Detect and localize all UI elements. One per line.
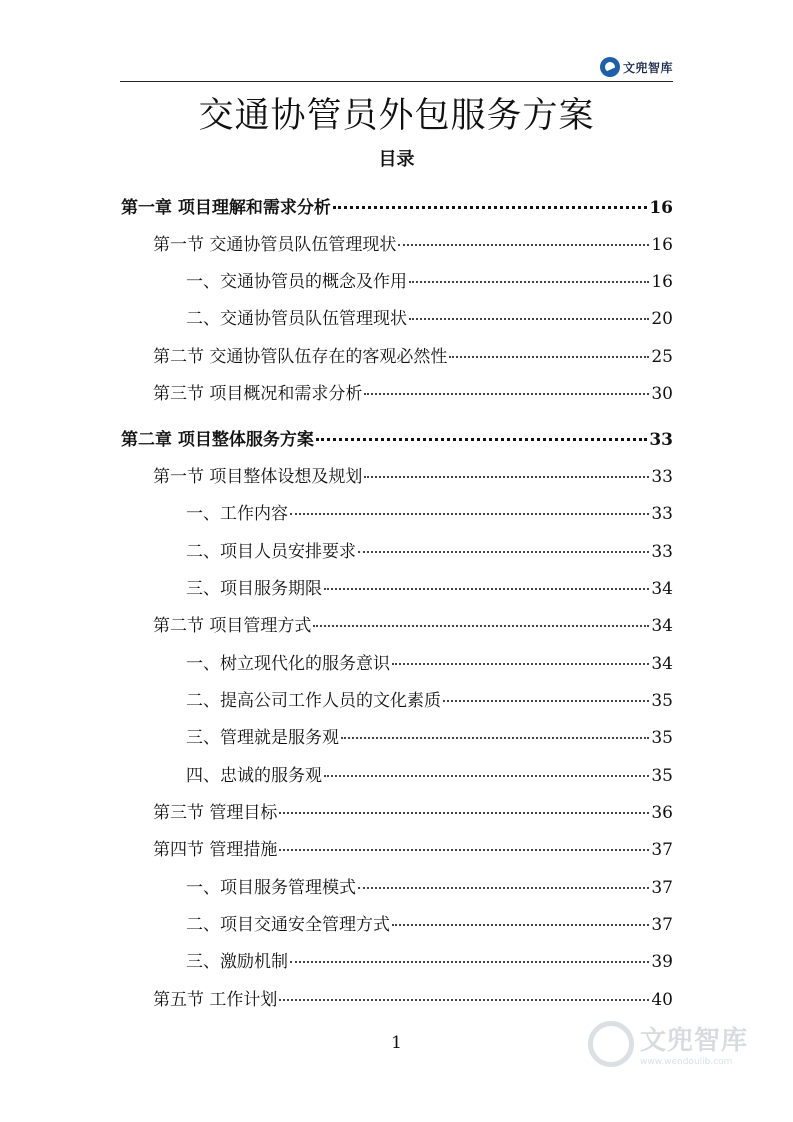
toc-entry[interactable] <box>153 798 673 823</box>
toc-entry[interactable] <box>153 379 673 404</box>
toc-entry-page: 37 <box>651 915 673 935</box>
toc-leader-dots <box>313 625 649 627</box>
watermark-url: www.wendoulib.com <box>640 1057 733 1067</box>
toc-leader-dots <box>279 999 649 1001</box>
toc-entry-label: 第一章 项目理解和需求分析 <box>121 198 331 218</box>
toc-entry-label: 第五节 工作计划 <box>153 990 278 1010</box>
toc-entry-page: 30 <box>651 384 673 404</box>
watermark-logo-icon <box>588 1021 634 1067</box>
toc-leader-dots <box>398 244 649 246</box>
toc-entry-label: 二、交通协管员队伍管理现状 <box>186 309 407 329</box>
toc-entry-page: 25 <box>651 347 673 367</box>
toc-entry-label: 第一节 项目整体设想及规划 <box>153 467 363 487</box>
toc-entry-label: 二、提高公司工作人员的文化素质 <box>186 691 441 711</box>
toc-entry[interactable] <box>153 230 673 255</box>
toc-leader-dots <box>290 961 649 963</box>
toc-entry[interactable] <box>186 649 673 674</box>
toc-entry-label: 三、项目服务期限 <box>186 579 322 599</box>
toc-entry[interactable] <box>153 835 673 860</box>
toc-leader-dots <box>364 393 649 395</box>
toc-entry-label: 二、项目交通安全管理方式 <box>186 915 390 935</box>
toc-entry[interactable] <box>153 462 673 487</box>
toc-entry-label: 第二章 项目整体服务方案 <box>121 430 314 450</box>
toc-entry-page: 37 <box>651 840 673 860</box>
toc-entry-page: 37 <box>651 878 673 898</box>
toc-entry-page: 34 <box>651 579 673 599</box>
toc-entry-page: 16 <box>651 272 673 292</box>
toc-entry[interactable] <box>121 425 673 450</box>
toc-entry-label: 第二节 交通协管队伍存在的客观必然性 <box>153 347 448 367</box>
watermark <box>588 1020 748 1067</box>
page-number: 1 <box>391 1033 402 1053</box>
watermark-text: 文兜智库 <box>640 1026 749 1056</box>
toc-entry[interactable] <box>186 947 673 972</box>
logo-text: 文兜智库 <box>623 60 674 75</box>
toc-entry-label: 第四节 管理措施 <box>153 840 278 860</box>
toc-entry-page: 16 <box>651 235 673 255</box>
logo-icon <box>600 57 620 77</box>
toc-entry[interactable] <box>121 193 673 218</box>
toc-leader-dots <box>279 812 649 814</box>
toc-entry[interactable] <box>186 574 673 599</box>
toc-entry-page: 34 <box>651 654 673 674</box>
toc-entry-label: 第一节 交通协管员队伍管理现状 <box>153 235 397 255</box>
toc-entry-page: 33 <box>651 467 673 487</box>
toc-entry-label: 二、项目人员安排要求 <box>186 542 356 562</box>
toc-entry-page: 39 <box>651 952 673 972</box>
toc-entry-label: 一、项目服务管理模式 <box>186 878 356 898</box>
toc-leader-dots <box>409 281 649 283</box>
toc-entry[interactable] <box>186 761 673 786</box>
toc-entry-label: 三、激励机制 <box>186 952 288 972</box>
toc-entry[interactable] <box>186 686 673 711</box>
toc-entry-page: 40 <box>651 990 673 1010</box>
toc-entry-label: 一、树立现代化的服务意识 <box>186 654 390 674</box>
toc-leader-dots <box>341 737 649 739</box>
toc-leader-dots <box>358 551 649 553</box>
toc-entry-label: 一、工作内容 <box>186 504 288 524</box>
toc-entry[interactable] <box>186 304 673 329</box>
toc-entry-page: 33 <box>651 542 673 562</box>
toc-leader-dots <box>290 513 649 515</box>
toc-leader-dots <box>316 438 647 441</box>
toc-entry-label: 三、管理就是服务观 <box>186 728 339 748</box>
toc-heading: 目录 <box>378 149 415 170</box>
toc-entry-page: 34 <box>651 616 673 636</box>
toc-leader-dots <box>324 775 649 777</box>
toc-entry-page: 20 <box>651 309 673 329</box>
toc-leader-dots <box>324 588 649 590</box>
toc-entry[interactable] <box>186 267 673 292</box>
toc-entry[interactable] <box>186 910 673 935</box>
toc-leader-dots <box>443 700 649 702</box>
toc-entry[interactable] <box>186 537 673 562</box>
toc-entry-page: 35 <box>651 691 673 711</box>
toc-leader-dots <box>409 318 649 320</box>
toc-entry-page: 35 <box>651 728 673 748</box>
toc-leader-dots <box>358 887 649 889</box>
toc-entry-label: 四、忠诚的服务观 <box>186 766 322 786</box>
toc-entry[interactable] <box>153 985 673 1010</box>
toc-entry[interactable] <box>153 611 673 636</box>
document-title: 交通协管员外包服务方案 <box>198 96 595 136</box>
toc-entry-page: 33 <box>649 430 673 450</box>
toc-entry[interactable] <box>186 499 673 524</box>
toc-leader-dots <box>392 663 649 665</box>
toc-entry[interactable] <box>153 342 673 367</box>
header-logo <box>600 57 673 77</box>
toc-entry[interactable] <box>186 723 673 748</box>
toc-entry[interactable] <box>186 873 673 898</box>
toc-entry-page: 33 <box>651 504 673 524</box>
toc-leader-dots <box>279 849 649 851</box>
toc-entry-label: 一、交通协管员的概念及作用 <box>186 272 407 292</box>
toc-entry-label: 第二节 项目管理方式 <box>153 616 312 636</box>
header-divider <box>120 81 673 82</box>
toc-entry-label: 第三节 管理目标 <box>153 803 278 823</box>
toc-leader-dots <box>392 924 649 926</box>
toc-entry-page: 16 <box>649 198 673 218</box>
toc-leader-dots <box>333 206 647 209</box>
toc-entry-page: 35 <box>651 766 673 786</box>
toc-leader-dots <box>449 356 649 358</box>
toc-leader-dots <box>364 476 649 478</box>
toc-entry-page: 36 <box>651 803 673 823</box>
toc-entry-label: 第三节 项目概况和需求分析 <box>153 384 363 404</box>
